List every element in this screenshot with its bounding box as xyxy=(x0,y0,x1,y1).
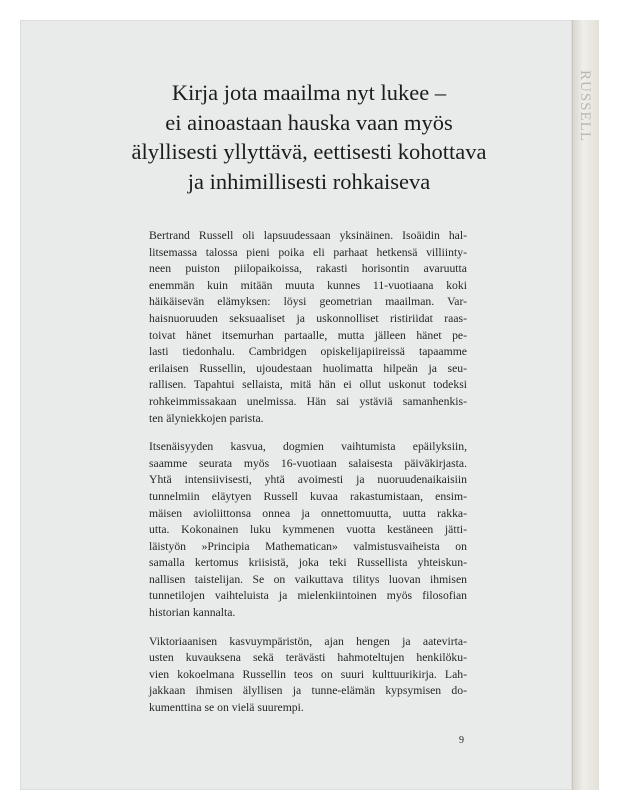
paragraph-line: haisnuoruuden seksuaaliset ja uskonnolliset ristiriidat raas- xyxy=(149,311,467,325)
paragraph-line: tunnetilojen vaihteluista ja mielenkiintoinen myös filosofian xyxy=(149,589,467,603)
headline-line: älyllisesti yllyttävä, eettisesti kohottava xyxy=(131,139,487,164)
paragraph-line: Itsenäisyyden kasvua, dogmien vaihtumista epäilyksiin, xyxy=(149,440,467,454)
paragraph-line: häikäisevän elämyksen: löysi geometrian maailman. Var- xyxy=(149,295,467,309)
book-back-cover xyxy=(20,20,572,790)
blurb-text xyxy=(149,228,467,729)
paragraph-line: ten älyniekkojen parista. xyxy=(149,411,264,425)
paragraph xyxy=(149,228,467,427)
paragraph-line: Bertrand Russell oli lapsuudessaan yksinäinen. Isoäidin hal- xyxy=(149,229,467,242)
paragraph-line: jakkaan ihmisen älyllisen ja tunne-elämän kypsymisen do- xyxy=(149,684,467,698)
headline xyxy=(44,78,574,196)
spine-title: RUSSELL xyxy=(577,70,593,143)
paragraph-line: utta. Kokonainen luku kymmenen vuotta kestäneen jätti- xyxy=(149,523,467,537)
paragraph-line: litsemassa talossa pieni poika eli parhaat hetkensä villiinty- xyxy=(149,245,467,259)
paragraph-line: erilaisen Russellin, ujoudestaan huolimatta hilpeän ja seu- xyxy=(149,361,467,375)
paragraph-line: lasti tiedonhalu. Cambridgen opiskelijapiireissä tapaamme xyxy=(149,345,467,359)
paragraph-line: vien kokoelmana Russellin teos on suuri kulttuurikirja. Lah- xyxy=(149,667,467,681)
page-number: 9 xyxy=(459,735,464,746)
paragraph-line: Viktoriaanisen kasvuympäristön, ajan hengen ja aatevirta- xyxy=(149,634,467,648)
headline-line: Kirja jota maailma nyt lukee – xyxy=(171,80,447,105)
paragraph xyxy=(149,439,467,622)
paragraph-line: nallisen taistelijan. Se on vaikuttava tilitys luovan ihmisen xyxy=(149,572,467,586)
paragraph-line: samalla kertomus kriisistä, joka teki Russellista yhteiskun- xyxy=(149,556,467,570)
paragraph-line: historian kannalta. xyxy=(149,606,236,620)
paragraph-line: läistyön »Principia Mathematican» valmistusvaiheista on xyxy=(149,539,467,553)
paragraph-line: saamme seurata myös 16-vuotiaan salaisesta päiväkirjasta. xyxy=(149,456,467,470)
headline-line: ei ainoastaan hauska vaan myös xyxy=(165,109,453,135)
paragraph-line: toivat hänet itsemurhan partaalle, mutta jälleen hänet pe- xyxy=(149,328,467,342)
paragraph-line: enemmän kuin mitään muuta kunnes 11-vuotiaana koki xyxy=(149,278,467,292)
paragraph-line: kumenttina se on vielä suurempi. xyxy=(149,701,304,715)
paragraph-line: mäisen avioliittonsa onnea ja onnettomuutta, uutta rakka- xyxy=(149,506,467,520)
paragraph-line: Yhtä intensiivisesti, yhtä avoimesti ja nuoruudenaikaisiin xyxy=(149,473,467,487)
book-spine xyxy=(572,20,599,790)
paragraph xyxy=(149,634,467,717)
paragraph-line: rallisen. Tapahtui sellaista, mitä hän ei ollut uskonut todeksi xyxy=(149,378,467,392)
paragraph-line: rohkeimmissakaan unelmissa. Hän sai ystäviä samanhenkis- xyxy=(149,394,467,408)
paragraph-line: tunnelmiin eläytyen Russell kuvaa rakastumistaan, ensim- xyxy=(149,489,467,503)
paragraph-line: usten kuvauksena sekä terävästi hahmoteltujen henkilöku- xyxy=(149,651,467,665)
headline-line: ja inhimillisesti rohkaiseva xyxy=(187,168,431,194)
paragraph-line: neen puiston piilopaikoissa, rakasti horisontin avaruutta xyxy=(149,262,467,276)
